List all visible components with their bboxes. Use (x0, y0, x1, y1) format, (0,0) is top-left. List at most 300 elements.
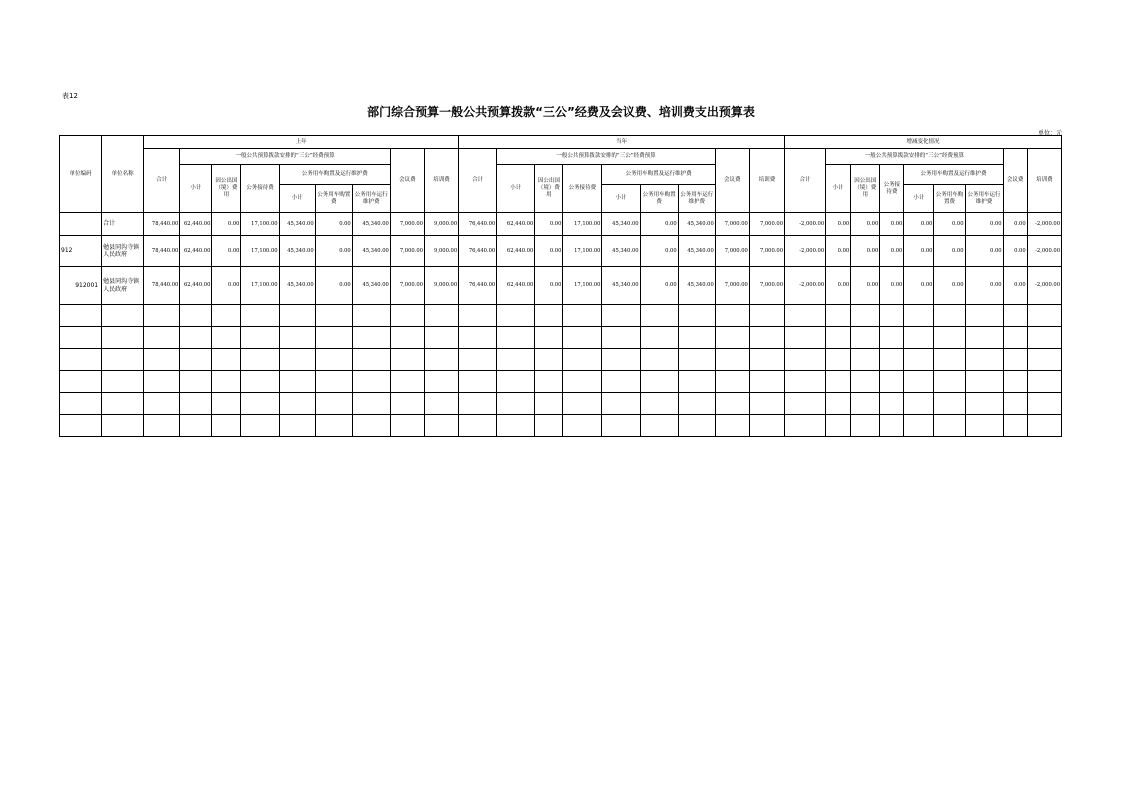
empty-cell (1027, 327, 1061, 349)
empty-cell (934, 415, 965, 437)
empty-cell (602, 327, 640, 349)
empty-cell (934, 305, 965, 327)
empty-cell (535, 327, 563, 349)
unit-label: 单位：元 (1037, 130, 1062, 137)
empty-row (60, 415, 1062, 437)
empty-cell (715, 305, 749, 327)
empty-cell (785, 393, 826, 415)
empty-cell (535, 393, 563, 415)
value-cell: 62,440.00 (497, 236, 535, 267)
empty-cell (144, 371, 180, 393)
value-cell: 45,340.00 (602, 267, 640, 305)
header-sangong: 一般公共预算拨款安排的“三公”经费预算 (826, 149, 1003, 165)
budget-table (59, 135, 1062, 437)
header-sangong: 一般公共预算拨款安排的“三公”经费预算 (180, 149, 391, 165)
header-vehicle-run: 公务用车运行维护费 (352, 185, 390, 213)
empty-cell (563, 349, 602, 371)
empty-cell (497, 305, 535, 327)
empty-cell (180, 349, 212, 371)
value-cell: 7,000.00 (749, 267, 784, 305)
empty-cell (212, 393, 241, 415)
value-cell: 45,340.00 (279, 213, 315, 236)
empty-cell (851, 371, 880, 393)
header-unit-name: 单位名称 (102, 136, 144, 213)
header-group-last-year: 上年 (144, 136, 459, 149)
header-meeting: 会议费 (390, 149, 424, 213)
empty-cell (497, 371, 535, 393)
value-cell: 45,340.00 (352, 213, 390, 236)
empty-cell (602, 371, 640, 393)
header-total: 合计 (144, 149, 180, 213)
empty-cell (459, 393, 497, 415)
header-row-items (60, 165, 1062, 185)
empty-row (60, 349, 1062, 371)
value-cell: -2,000.00 (1027, 236, 1061, 267)
empty-cell (1003, 305, 1027, 327)
header-row-groups (60, 136, 1062, 149)
empty-cell (785, 415, 826, 437)
value-cell: 0.00 (826, 267, 851, 305)
empty-cell (180, 415, 212, 437)
empty-cell (563, 415, 602, 437)
empty-cell (352, 371, 390, 393)
empty-cell (602, 305, 640, 327)
empty-cell (102, 305, 144, 327)
header-sangong: 一般公共预算拨款安排的“三公”经费预算 (497, 149, 716, 165)
empty-cell (212, 327, 241, 349)
empty-cell (785, 349, 826, 371)
table-row (60, 213, 1062, 236)
empty-cell (279, 349, 315, 371)
value-cell: 76,440.00 (459, 213, 497, 236)
value-cell: 45,340.00 (352, 267, 390, 305)
empty-cell (102, 327, 144, 349)
value-cell: 0.00 (880, 267, 904, 305)
header-unit-code: 单位编码 (60, 136, 102, 213)
empty-cell (144, 393, 180, 415)
value-cell: 17,100.00 (241, 267, 279, 305)
value-cell: 9,000.00 (424, 213, 458, 236)
empty-cell (678, 349, 715, 371)
empty-cell (497, 327, 535, 349)
header-training: 培训费 (749, 149, 784, 213)
header-vehicle: 公务用车购置及运行维护费 (279, 165, 390, 185)
value-cell: 0.00 (1003, 267, 1027, 305)
empty-cell (144, 305, 180, 327)
empty-cell (563, 327, 602, 349)
value-cell: 76,440.00 (459, 267, 497, 305)
empty-cell (785, 371, 826, 393)
empty-cell (880, 393, 904, 415)
empty-cell (352, 327, 390, 349)
empty-cell (904, 393, 934, 415)
value-cell: 45,340.00 (678, 213, 715, 236)
value-cell: 0.00 (934, 267, 965, 305)
empty-cell (390, 371, 424, 393)
empty-cell (715, 371, 749, 393)
table-row (60, 267, 1062, 305)
empty-cell (390, 349, 424, 371)
value-cell: 9,000.00 (424, 267, 458, 305)
empty-cell (1027, 415, 1061, 437)
header-meeting: 会议费 (715, 149, 749, 213)
empty-cell (60, 327, 102, 349)
empty-cell (390, 305, 424, 327)
header-reception: 公务接待费 (563, 165, 602, 213)
empty-cell (497, 393, 535, 415)
empty-cell (965, 305, 1003, 327)
empty-cell (826, 327, 851, 349)
unit-code-cell: 912 (60, 236, 102, 267)
empty-cell (315, 349, 352, 371)
header-vehicle: 公务用车购置及运行维护费 (602, 165, 715, 185)
empty-cell (279, 327, 315, 349)
value-cell: 62,440.00 (180, 213, 212, 236)
value-cell: 0.00 (1003, 236, 1027, 267)
unit-name-cell: 勉县同沟寺镇人民政府 (102, 267, 144, 305)
value-cell: 0.00 (315, 213, 352, 236)
empty-row (60, 327, 1062, 349)
header-vehicle-run: 公务用车运行维护费 (965, 185, 1003, 213)
empty-cell (180, 327, 212, 349)
empty-cell (424, 305, 458, 327)
empty-cell (102, 371, 144, 393)
value-cell: 17,100.00 (563, 236, 602, 267)
empty-cell (1003, 327, 1027, 349)
empty-cell (144, 327, 180, 349)
value-cell: 0.00 (640, 236, 678, 267)
empty-cell (241, 393, 279, 415)
header-training: 培训费 (1027, 149, 1061, 213)
empty-cell (851, 349, 880, 371)
empty-cell (563, 393, 602, 415)
empty-cell (563, 371, 602, 393)
empty-cell (640, 371, 678, 393)
value-cell: 17,100.00 (563, 213, 602, 236)
value-cell: -2,000.00 (785, 267, 826, 305)
empty-cell (497, 349, 535, 371)
empty-cell (424, 327, 458, 349)
value-cell: 0.00 (851, 267, 880, 305)
empty-cell (535, 415, 563, 437)
value-cell: 62,440.00 (180, 267, 212, 305)
empty-cell (904, 327, 934, 349)
header-vehicle-subtotal: 小计 (904, 185, 934, 213)
header-total: 合计 (785, 149, 826, 213)
empty-cell (965, 349, 1003, 371)
value-cell: 0.00 (904, 267, 934, 305)
value-cell: 0.00 (934, 213, 965, 236)
unit-name-cell: 勉县同沟寺镇人民政府 (102, 236, 144, 267)
value-cell: 45,340.00 (279, 236, 315, 267)
empty-cell (180, 305, 212, 327)
empty-cell (749, 393, 784, 415)
value-cell: 45,340.00 (352, 236, 390, 267)
header-group-change: 增减变化情况 (785, 136, 1062, 149)
value-cell: 0.00 (880, 236, 904, 267)
header-subtotal: 小计 (826, 165, 851, 213)
value-cell: 0.00 (315, 267, 352, 305)
value-cell: -2,000.00 (1027, 267, 1061, 305)
value-cell: 0.00 (934, 236, 965, 267)
empty-row (60, 371, 1062, 393)
empty-cell (390, 415, 424, 437)
empty-cell (904, 349, 934, 371)
empty-cell (424, 415, 458, 437)
empty-cell (640, 349, 678, 371)
value-cell: 0.00 (1003, 213, 1027, 236)
empty-cell (934, 371, 965, 393)
empty-cell (640, 393, 678, 415)
header-subtotal: 小计 (180, 165, 212, 213)
empty-cell (424, 371, 458, 393)
header-abroad: 因公出国（境）费用 (851, 165, 880, 213)
value-cell: 0.00 (965, 236, 1003, 267)
page-title: 部门综合预算一般公共预算拨款“三公”经费及会议费、培训费支出预算表 (367, 105, 755, 119)
header-reception: 公务接待费 (241, 165, 279, 213)
value-cell: 7,000.00 (715, 236, 749, 267)
value-cell: 7,000.00 (390, 236, 424, 267)
value-cell: 0.00 (640, 213, 678, 236)
empty-cell (459, 327, 497, 349)
empty-cell (60, 349, 102, 371)
empty-cell (851, 327, 880, 349)
empty-cell (60, 415, 102, 437)
value-cell: 62,440.00 (497, 213, 535, 236)
value-cell: 0.00 (315, 236, 352, 267)
value-cell: 78,440.00 (144, 213, 180, 236)
header-total: 合计 (459, 149, 497, 213)
header-row-sangong (60, 149, 1062, 165)
value-cell: -2,000.00 (1027, 213, 1061, 236)
empty-cell (60, 393, 102, 415)
value-cell: 0.00 (904, 213, 934, 236)
empty-cell (144, 415, 180, 437)
value-cell: 7,000.00 (715, 267, 749, 305)
empty-cell (904, 415, 934, 437)
empty-cell (715, 327, 749, 349)
empty-cell (715, 415, 749, 437)
empty-cell (241, 415, 279, 437)
value-cell: 0.00 (851, 236, 880, 267)
empty-cell (640, 305, 678, 327)
empty-cell (851, 305, 880, 327)
empty-cell (1027, 305, 1061, 327)
empty-cell (459, 415, 497, 437)
empty-cell (826, 415, 851, 437)
header-training: 培训费 (424, 149, 458, 213)
value-cell: 0.00 (212, 267, 241, 305)
empty-cell (965, 415, 1003, 437)
empty-cell (180, 393, 212, 415)
empty-cell (60, 305, 102, 327)
empty-cell (424, 349, 458, 371)
empty-cell (102, 349, 144, 371)
empty-cell (678, 327, 715, 349)
empty-cell (749, 327, 784, 349)
table-id: 表12 (62, 92, 78, 100)
empty-cell (602, 415, 640, 437)
value-cell: 0.00 (880, 213, 904, 236)
empty-cell (424, 393, 458, 415)
empty-cell (390, 327, 424, 349)
value-cell: 17,100.00 (241, 236, 279, 267)
value-cell: 7,000.00 (390, 213, 424, 236)
value-cell: -2,000.00 (785, 236, 826, 267)
empty-cell (180, 371, 212, 393)
empty-cell (640, 415, 678, 437)
value-cell: 7,000.00 (390, 267, 424, 305)
empty-cell (785, 327, 826, 349)
value-cell: 7,000.00 (715, 213, 749, 236)
empty-cell (678, 305, 715, 327)
empty-row (60, 393, 1062, 415)
value-cell: 0.00 (212, 236, 241, 267)
empty-cell (279, 415, 315, 437)
unit-code-cell (60, 213, 102, 236)
empty-cell (904, 371, 934, 393)
empty-cell (279, 305, 315, 327)
empty-cell (602, 393, 640, 415)
empty-cell (352, 393, 390, 415)
header-vehicle-subtotal: 小计 (279, 185, 315, 213)
value-cell: 9,000.00 (424, 236, 458, 267)
header-group-this-year: 当年 (459, 136, 785, 149)
empty-cell (880, 371, 904, 393)
empty-cell (241, 327, 279, 349)
empty-cell (1003, 415, 1027, 437)
empty-cell (851, 415, 880, 437)
empty-cell (315, 393, 352, 415)
empty-cell (678, 415, 715, 437)
empty-cell (212, 415, 241, 437)
value-cell: 0.00 (826, 213, 851, 236)
empty-cell (965, 327, 1003, 349)
empty-cell (934, 327, 965, 349)
empty-row (60, 305, 1062, 327)
empty-cell (678, 393, 715, 415)
value-cell: 62,440.00 (497, 267, 535, 305)
empty-cell (934, 349, 965, 371)
empty-cell (826, 349, 851, 371)
value-cell: 78,440.00 (144, 236, 180, 267)
value-cell: 7,000.00 (749, 236, 784, 267)
empty-cell (1027, 393, 1061, 415)
table-row (60, 236, 1062, 267)
empty-cell (1027, 349, 1061, 371)
empty-cell (640, 327, 678, 349)
empty-cell (279, 371, 315, 393)
empty-cell (315, 371, 352, 393)
value-cell: 7,000.00 (749, 213, 784, 236)
empty-cell (715, 393, 749, 415)
header-reception: 公务接待费 (880, 165, 904, 213)
unit-name-cell: 合计 (102, 213, 144, 236)
empty-cell (279, 393, 315, 415)
empty-cell (212, 305, 241, 327)
header-abroad: 因公出国（境）费用 (535, 165, 563, 213)
header-meeting: 会议费 (1003, 149, 1027, 213)
unit-code-cell: 912001 (60, 267, 102, 305)
header-vehicle: 公务用车购置及运行维护费 (904, 165, 1003, 185)
empty-cell (352, 305, 390, 327)
empty-cell (497, 415, 535, 437)
value-cell: 0.00 (212, 213, 241, 236)
value-cell: 0.00 (640, 267, 678, 305)
empty-cell (315, 415, 352, 437)
value-cell: 45,340.00 (678, 267, 715, 305)
empty-cell (459, 305, 497, 327)
empty-cell (241, 349, 279, 371)
empty-cell (1003, 371, 1027, 393)
value-cell: 78,440.00 (144, 267, 180, 305)
header-vehicle-subtotal: 小计 (602, 185, 640, 213)
empty-cell (934, 393, 965, 415)
empty-cell (390, 393, 424, 415)
empty-cell (212, 371, 241, 393)
value-cell: 0.00 (851, 213, 880, 236)
empty-cell (535, 349, 563, 371)
empty-cell (826, 371, 851, 393)
empty-cell (1027, 371, 1061, 393)
empty-cell (352, 349, 390, 371)
empty-cell (535, 371, 563, 393)
empty-cell (880, 327, 904, 349)
header-vehicle-purchase: 公务用车购置费 (315, 185, 352, 213)
empty-cell (459, 349, 497, 371)
header-abroad: 因公出国（境）费用 (212, 165, 241, 213)
empty-cell (102, 415, 144, 437)
value-cell: 0.00 (904, 236, 934, 267)
empty-cell (749, 349, 784, 371)
empty-cell (785, 305, 826, 327)
empty-cell (102, 393, 144, 415)
empty-cell (826, 305, 851, 327)
empty-cell (315, 305, 352, 327)
empty-cell (1003, 393, 1027, 415)
value-cell: 0.00 (535, 236, 563, 267)
empty-cell (563, 305, 602, 327)
value-cell: 45,340.00 (602, 213, 640, 236)
empty-cell (241, 371, 279, 393)
value-cell: 17,100.00 (563, 267, 602, 305)
value-cell: -2,000.00 (785, 213, 826, 236)
empty-cell (1003, 349, 1027, 371)
empty-cell (880, 349, 904, 371)
value-cell: 45,340.00 (279, 267, 315, 305)
value-cell: 17,100.00 (241, 213, 279, 236)
empty-cell (315, 327, 352, 349)
empty-cell (904, 305, 934, 327)
header-vehicle-purchase: 公务用车购置费 (640, 185, 678, 213)
empty-cell (826, 393, 851, 415)
empty-cell (535, 305, 563, 327)
value-cell: 0.00 (535, 213, 563, 236)
empty-cell (749, 415, 784, 437)
empty-cell (851, 393, 880, 415)
empty-cell (144, 349, 180, 371)
empty-cell (749, 305, 784, 327)
header-vehicle-purchase: 公务用车购置费 (934, 185, 965, 213)
value-cell: 45,340.00 (602, 236, 640, 267)
empty-cell (965, 371, 1003, 393)
empty-cell (880, 415, 904, 437)
empty-cell (965, 393, 1003, 415)
empty-cell (459, 371, 497, 393)
value-cell: 0.00 (965, 213, 1003, 236)
value-cell: 0.00 (826, 236, 851, 267)
header-vehicle-run: 公务用车运行维护费 (678, 185, 715, 213)
